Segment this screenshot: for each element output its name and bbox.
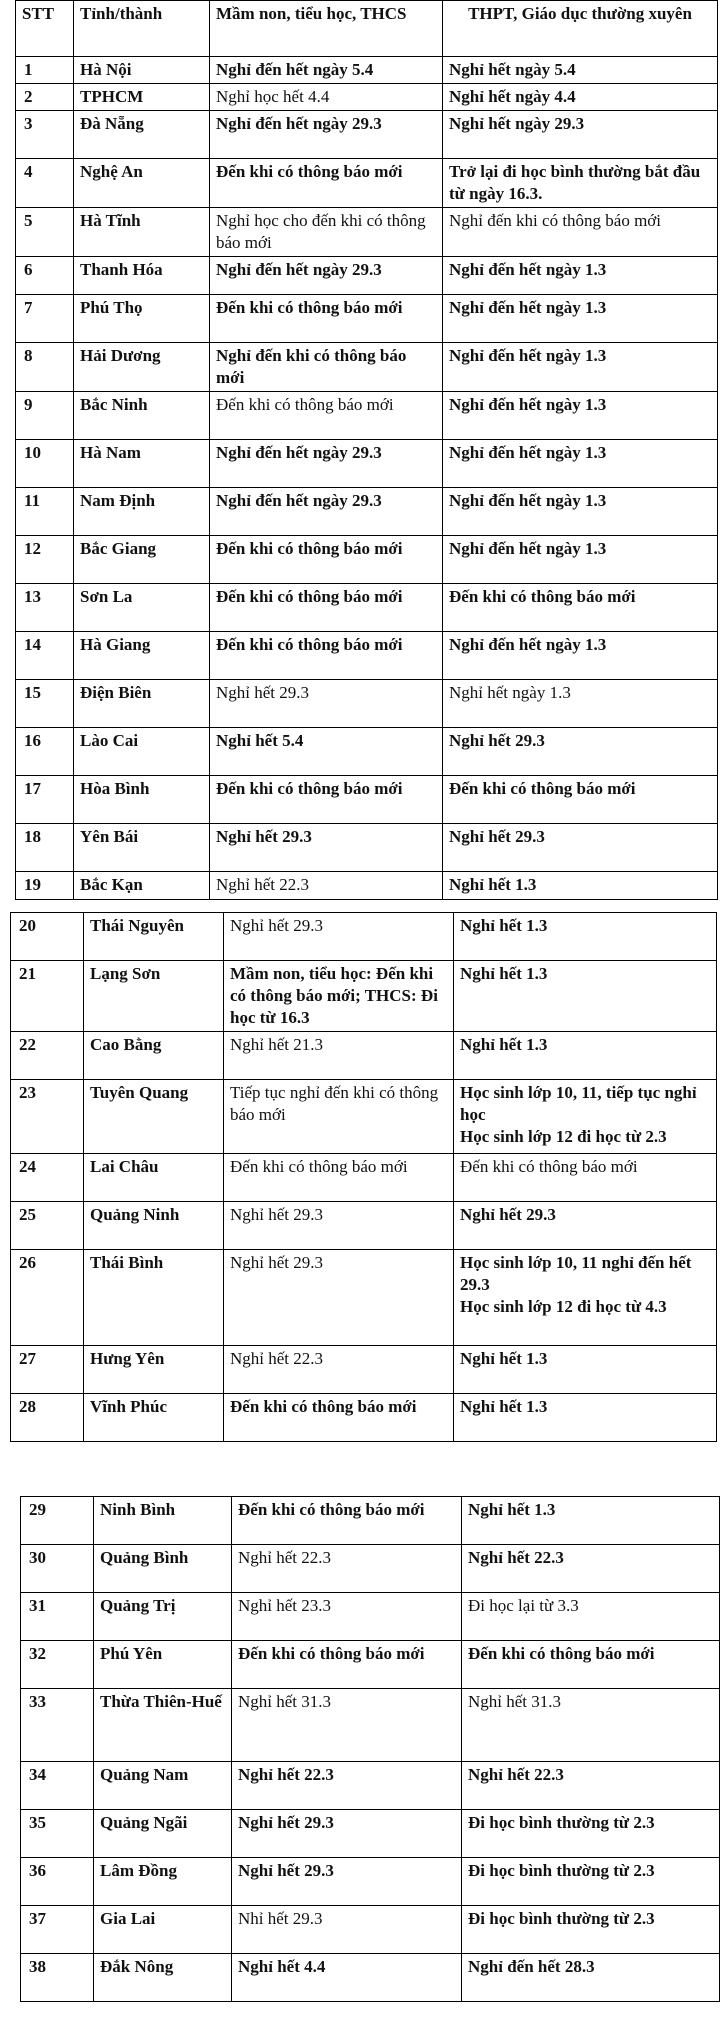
table-row: [11, 961, 717, 1032]
upper-levels-status: Nghỉ hết 29.3: [443, 728, 718, 776]
lower-levels-status: Tiếp tục nghỉ đến khi có thông báo mới: [224, 1080, 454, 1154]
upper-levels-status: Đến khi có thông báo mới: [443, 776, 718, 824]
row-number: 21: [11, 961, 84, 1032]
row-number: 8: [16, 343, 74, 392]
upper-levels-status: Nghỉ hết 1.3: [454, 1032, 717, 1080]
lower-levels-status: Nghỉ học hết 4.4: [210, 84, 443, 111]
lower-levels-status: Nghỉ đến hết ngày 29.3: [210, 111, 443, 159]
row-number: 33: [21, 1689, 94, 1762]
lower-levels-status: Nghỉ đến hết ngày 5.4: [210, 57, 443, 84]
upper-levels-status: Nghỉ đến hết ngày 1.3: [443, 392, 718, 440]
row-number: 31: [21, 1593, 94, 1641]
province-name: Tuyên Quang: [84, 1080, 224, 1154]
upper-levels-status: Nghỉ hết 1.3: [462, 1497, 720, 1545]
row-number: 35: [21, 1810, 94, 1858]
upper-levels-status: Nghỉ hết 29.3: [454, 1202, 717, 1250]
lower-levels-status: Đến khi có thông báo mới: [224, 1394, 454, 1442]
lower-levels-status: Nghỉ hết 5.4: [210, 728, 443, 776]
lower-levels-status: Đến khi có thông báo mới: [210, 584, 443, 632]
lower-levels-status: Nghỉ hết 22.3: [232, 1762, 462, 1810]
lower-levels-status: Nghỉ hết 29.3: [210, 680, 443, 728]
province-name: Bắc Kạn: [74, 872, 210, 900]
upper-levels-status: Nghỉ đến hết ngày 1.3: [443, 632, 718, 680]
province-name: Hà Nội: [74, 57, 210, 84]
province-name: Điện Biên: [74, 680, 210, 728]
row-number: 15: [16, 680, 74, 728]
province-name: Vĩnh Phúc: [84, 1394, 224, 1442]
lower-levels-status: Nghỉ đến hết ngày 29.3: [210, 488, 443, 536]
table-row: [11, 1032, 717, 1080]
lower-levels-status: Đến khi có thông báo mới: [232, 1641, 462, 1689]
lower-levels-status: Nghỉ hết 29.3: [232, 1810, 462, 1858]
province-name: Đà Nẵng: [74, 111, 210, 159]
table-row: [16, 392, 718, 440]
lower-levels-status: Nghỉ hết 21.3: [224, 1032, 454, 1080]
lower-levels-status: Nghỉ hết 29.3: [232, 1858, 462, 1906]
province-name: Hà Nam: [74, 440, 210, 488]
upper-levels-status: Đến khi có thông báo mới: [443, 584, 718, 632]
table-row: [16, 159, 718, 208]
row-number: 1: [16, 57, 74, 84]
upper-levels-status: Nghỉ hết 31.3: [462, 1689, 720, 1762]
closure-table-part-2: [10, 912, 717, 1442]
row-number: 7: [16, 295, 74, 343]
province-name: Sơn La: [74, 584, 210, 632]
table-row: [16, 632, 718, 680]
province-name: Nghệ An: [74, 159, 210, 208]
lower-levels-status: Nghỉ học cho đến khi có thông báo mới: [210, 208, 443, 257]
lower-levels-status: Nghỉ hết 22.3: [224, 1346, 454, 1394]
table-row: [21, 1906, 720, 1954]
table-row: [16, 584, 718, 632]
upper-levels-status: Nghỉ hết 22.3: [462, 1762, 720, 1810]
upper-status-line-2: Học sinh lớp 12 đi học từ 4.3: [460, 1297, 667, 1316]
row-number: 3: [16, 111, 74, 159]
row-number: 17: [16, 776, 74, 824]
table-header-row: [16, 1, 718, 57]
table-row: [16, 111, 718, 159]
province-name: TPHCM: [74, 84, 210, 111]
table-row: [21, 1593, 720, 1641]
table-row: [16, 84, 718, 111]
province-name: Lâm Đồng: [94, 1858, 232, 1906]
closure-table-part-3: [20, 1496, 720, 2002]
upper-levels-status: Nghỉ đến hết 28.3: [462, 1954, 720, 2002]
upper-levels-status: Nghỉ hết 1.3: [454, 961, 717, 1032]
province-name: Đắk Nông: [94, 1954, 232, 2002]
row-number: 28: [11, 1394, 84, 1442]
table-row: [21, 1762, 720, 1810]
row-number: 9: [16, 392, 74, 440]
table-row: [21, 1497, 720, 1545]
row-number: 20: [11, 913, 84, 961]
row-number: 32: [21, 1641, 94, 1689]
table-row: [21, 1810, 720, 1858]
province-name: Bắc Giang: [74, 536, 210, 584]
lower-levels-status: Đến khi có thông báo mới: [232, 1497, 462, 1545]
row-number: 34: [21, 1762, 94, 1810]
lower-levels-status: Nghỉ đến khi có thông báo mới: [210, 343, 443, 392]
row-number: 26: [11, 1250, 84, 1346]
province-name: Hòa Bình: [74, 776, 210, 824]
upper-levels-status: Nghỉ đến hết ngày 1.3: [443, 295, 718, 343]
province-name: Quảng Ngãi: [94, 1810, 232, 1858]
province-name: Quảng Bình: [94, 1545, 232, 1593]
table-row: [21, 1858, 720, 1906]
row-number: 37: [21, 1906, 94, 1954]
table-row: [11, 913, 717, 961]
upper-levels-status: Nghỉ đến hết ngày 1.3: [443, 343, 718, 392]
lower-levels-status: Đến khi có thông báo mới: [210, 632, 443, 680]
upper-levels-status: Nghỉ đến hết ngày 1.3: [443, 488, 718, 536]
table-row: [16, 776, 718, 824]
row-number: 24: [11, 1154, 84, 1202]
province-name: Lào Cai: [74, 728, 210, 776]
upper-levels-status: Đi học lại từ 3.3: [462, 1593, 720, 1641]
upper-levels-status: Nghỉ hết 29.3: [443, 824, 718, 872]
upper-levels-status: [454, 1250, 717, 1346]
row-number: 29: [21, 1497, 94, 1545]
province-name: Quảng Ninh: [84, 1202, 224, 1250]
table-row: [21, 1954, 720, 2002]
lower-levels-status: Nghỉ hết 23.3: [232, 1593, 462, 1641]
table-row: [16, 257, 718, 295]
lower-levels-status: Nghỉ hết 29.3: [224, 913, 454, 961]
table-row: [11, 1202, 717, 1250]
lower-levels-status: Nghỉ hết 29.3: [224, 1250, 454, 1346]
upper-levels-status: Đi học bình thường từ 2.3: [462, 1810, 720, 1858]
upper-levels-status: Nghỉ hết ngày 1.3: [443, 680, 718, 728]
table-row: [16, 728, 718, 776]
province-name: Hà Tĩnh: [74, 208, 210, 257]
upper-levels-status: Trở lại đi học bình thường bắt đầu từ ngày 16.3.: [443, 159, 718, 208]
lower-levels-status: Đến khi có thông báo mới: [210, 776, 443, 824]
row-number: 22: [11, 1032, 84, 1080]
row-number: 12: [16, 536, 74, 584]
table-row: [16, 824, 718, 872]
row-number: 6: [16, 257, 74, 295]
upper-levels-status: Đến khi có thông báo mới: [454, 1154, 717, 1202]
upper-levels-status: Đi học bình thường từ 2.3: [462, 1906, 720, 1954]
lower-levels-status: Nghỉ đến hết ngày 29.3: [210, 257, 443, 295]
province-name: Nam Định: [74, 488, 210, 536]
lower-levels-status: Đến khi có thông báo mới: [210, 159, 443, 208]
lower-levels-status: Đến khi có thông báo mới: [210, 295, 443, 343]
table-row: [11, 1394, 717, 1442]
upper-levels-status: Nghỉ hết 22.3: [462, 1545, 720, 1593]
province-name: Phú Thọ: [74, 295, 210, 343]
lower-levels-status: Nghỉ hết 29.3: [224, 1202, 454, 1250]
lower-levels-status: Nhỉ hết 29.3: [232, 1906, 462, 1954]
closure-table-part-1: [15, 0, 718, 900]
upper-levels-status: Nghỉ đến khi có thông báo mới: [443, 208, 718, 257]
row-number: 18: [16, 824, 74, 872]
upper-levels-status: [454, 1080, 717, 1154]
province-name: Hưng Yên: [84, 1346, 224, 1394]
upper-levels-status: Nghỉ hết 1.3: [443, 872, 718, 900]
upper-levels-status: Nghỉ đến hết ngày 1.3: [443, 536, 718, 584]
header-upper-levels: THPT, Giáo dục thường xuyên: [443, 1, 718, 57]
upper-status-line-1: Học sinh lớp 10, 11, tiếp tục nghỉ học: [460, 1083, 697, 1124]
lower-levels-status: Nghỉ hết 4.4: [232, 1954, 462, 2002]
upper-levels-status: Nghỉ hết 1.3: [454, 1394, 717, 1442]
row-number: 23: [11, 1080, 84, 1154]
upper-levels-status: Nghỉ hết 1.3: [454, 1346, 717, 1394]
table-row: [16, 440, 718, 488]
upper-levels-status: Nghỉ hết ngày 29.3: [443, 111, 718, 159]
table-row: [16, 488, 718, 536]
province-name: Hà Giang: [74, 632, 210, 680]
table-row: [16, 343, 718, 392]
lower-levels-status: Đến khi có thông báo mới: [224, 1154, 454, 1202]
lower-levels-status: Mầm non, tiểu học: Đến khi có thông báo mới; THCS: Đi học từ 16.3: [224, 961, 454, 1032]
row-number: 36: [21, 1858, 94, 1906]
province-name: Thừa Thiên-Huế: [94, 1689, 232, 1762]
row-number: 38: [21, 1954, 94, 2002]
table-row: [11, 1250, 717, 1346]
lower-levels-status: Nghỉ hết 31.3: [232, 1689, 462, 1762]
table-row: [16, 208, 718, 257]
row-number: 4: [16, 159, 74, 208]
row-number: 16: [16, 728, 74, 776]
province-name: Gia Lai: [94, 1906, 232, 1954]
table-row: [21, 1545, 720, 1593]
province-name: Quảng Nam: [94, 1762, 232, 1810]
lower-levels-status: Nghỉ đến hết ngày 29.3: [210, 440, 443, 488]
table-row: [16, 872, 718, 900]
table-row: [11, 1154, 717, 1202]
header-stt: STT: [16, 1, 74, 57]
table-row: [11, 1080, 717, 1154]
upper-status-line-2: Học sinh lớp 12 đi học từ 2.3: [460, 1127, 667, 1146]
header-province: Tỉnh/thành: [74, 1, 210, 57]
province-name: Thái Nguyên: [84, 913, 224, 961]
row-number: 30: [21, 1545, 94, 1593]
upper-levels-status: Nghỉ hết ngày 4.4: [443, 84, 718, 111]
province-name: Cao Bằng: [84, 1032, 224, 1080]
row-number: 13: [16, 584, 74, 632]
lower-levels-status: Nghỉ hết 22.3: [210, 872, 443, 900]
lower-levels-status: Đến khi có thông báo mới: [210, 536, 443, 584]
table-row: [21, 1641, 720, 1689]
row-number: 27: [11, 1346, 84, 1394]
province-name: Phú Yên: [94, 1641, 232, 1689]
row-number: 25: [11, 1202, 84, 1250]
province-name: Lạng Sơn: [84, 961, 224, 1032]
lower-levels-status: Đến khi có thông báo mới: [210, 392, 443, 440]
upper-status-line-1: Học sinh lớp 10, 11 nghỉ đến hết 29.3: [460, 1253, 692, 1294]
upper-levels-status: Nghỉ hết ngày 5.4: [443, 57, 718, 84]
row-number: 14: [16, 632, 74, 680]
province-name: Thanh Hóa: [74, 257, 210, 295]
table-row: [16, 295, 718, 343]
upper-levels-status: Nghỉ hết 1.3: [454, 913, 717, 961]
table-row: [11, 1346, 717, 1394]
upper-levels-status: Đến khi có thông báo mới: [462, 1641, 720, 1689]
table-row: [21, 1689, 720, 1762]
row-number: 2: [16, 84, 74, 111]
province-name: Bắc Ninh: [74, 392, 210, 440]
row-number: 10: [16, 440, 74, 488]
table-row: [16, 536, 718, 584]
lower-levels-status: Nghỉ hết 29.3: [210, 824, 443, 872]
header-lower-levels: Mầm non, tiểu học, THCS: [210, 1, 443, 57]
province-name: Lai Châu: [84, 1154, 224, 1202]
row-number: 19: [16, 872, 74, 900]
province-name: Thái Bình: [84, 1250, 224, 1346]
province-name: Ninh Bình: [94, 1497, 232, 1545]
province-name: Yên Bái: [74, 824, 210, 872]
table-row: [16, 57, 718, 84]
lower-levels-status: Nghỉ hết 22.3: [232, 1545, 462, 1593]
table-row: [16, 680, 718, 728]
upper-levels-status: Nghỉ đến hết ngày 1.3: [443, 257, 718, 295]
row-number: 5: [16, 208, 74, 257]
province-name: Quảng Trị: [94, 1593, 232, 1641]
province-name: Hải Dương: [74, 343, 210, 392]
row-number: 11: [16, 488, 74, 536]
upper-levels-status: Đi học bình thường từ 2.3: [462, 1858, 720, 1906]
upper-levels-status: Nghỉ đến hết ngày 1.3: [443, 440, 718, 488]
